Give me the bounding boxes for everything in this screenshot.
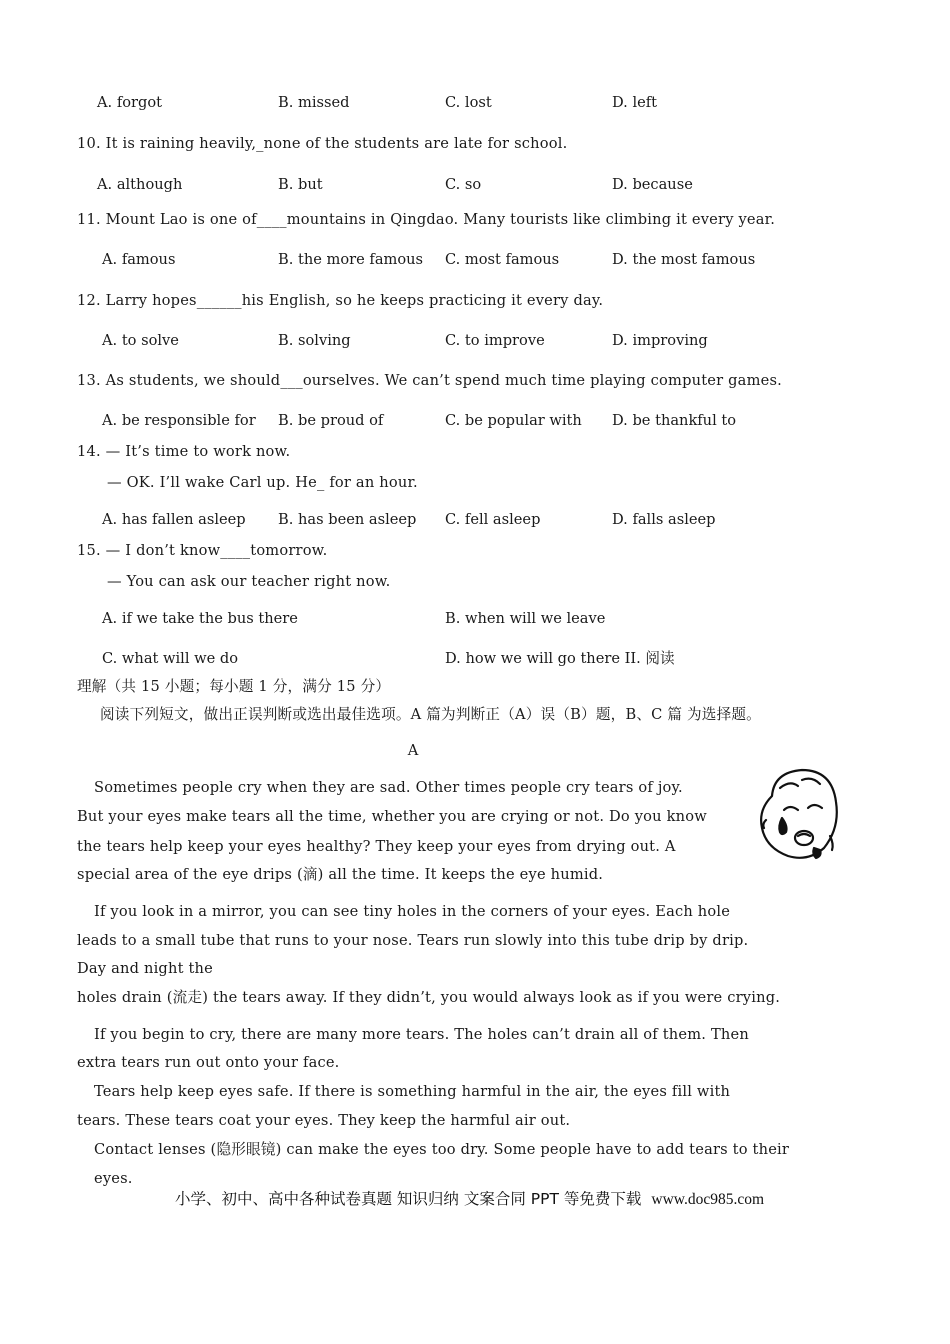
q10-option-d: D. because — [612, 176, 693, 193]
q10-stem: 10. It is raining heavily,_none of the students are late for school. — [77, 135, 568, 152]
q12-option-a: A. to solve — [102, 332, 179, 349]
q12-option-b: B. solving — [278, 332, 351, 349]
q9-option-c: C. lost — [445, 94, 492, 111]
passage-line: the tears help keep your eyes healthy? They keep your eyes from drying out. A — [77, 838, 676, 855]
q11-option-d: D. the most famous — [612, 251, 756, 268]
passage-line: holes drain (流走) the tears away. If they didn’t, you would always look as if you were crying. — [77, 989, 781, 1006]
passage-line: Day and night the — [77, 960, 213, 977]
passage-line: Contact lenses (隐形眼镜) can make the eyes too dry. Some people have to add tears to their — [94, 1141, 790, 1158]
q14-option-c: C. fell asleep — [445, 511, 541, 528]
passage-label: A — [407, 742, 419, 759]
passage-line: leads to a small tube that runs to your nose. Tears run slowly into this tube drip by drip. — [77, 932, 749, 949]
q14-line-2: — OK. I’ll wake Carl up. He_ for an hour. — [107, 474, 418, 491]
crying-face-icon — [752, 766, 844, 868]
passage-line: Sometimes people cry when they are sad. Other times people cry tears of joy. — [94, 779, 683, 796]
q13-option-d: D. be thankful to — [612, 412, 737, 429]
page-footer — [175, 1187, 764, 1209]
passage-line: special area of the eye drips (滴) all the time. It keeps the eye humid. — [77, 866, 604, 883]
q9-option-d: D. left — [612, 94, 658, 111]
q13-option-b: B. be proud of — [278, 412, 384, 429]
q12-option-d: D. improving — [612, 332, 708, 349]
footer-text: 小学、初中、高中各种试卷真题 知识归纳 文案合同 PPT 等免费下载 — [175, 1190, 642, 1208]
q11-stem: 11. Mount Lao is one of____mountains in Qingdao. Many tourists like climbing it every year. — [77, 211, 776, 228]
q12-stem: 12. Larry hopes______his English, so he keeps practicing it every day. — [77, 292, 604, 309]
passage-line: eyes. — [94, 1170, 133, 1187]
q15-option-b: B. when will we leave — [445, 610, 606, 627]
q13-option-c: C. be popular with — [445, 412, 582, 429]
q14-line-1: 14. — It’s time to work now. — [77, 443, 291, 460]
q10-option-a: A. although — [97, 176, 183, 193]
q15-option-c: C. what will we do — [102, 650, 239, 667]
q11-option-b: B. the more famous — [278, 251, 424, 268]
section-instruction: 阅读下列短文，做出正误判断或选出最佳选项。A 篇为判断正（A）误（B）题，B、C 篇 为选择题。 — [100, 706, 761, 723]
passage-line: Tears help keep eyes safe. If there is something harmful in the air, the eyes fill with — [94, 1083, 731, 1100]
section-title: 理解（共 15 小题；每小题 1 分，满分 15 分） — [77, 678, 391, 695]
q11-option-c: C. most famous — [445, 251, 560, 268]
q13-option-a: A. be responsible for — [102, 412, 256, 429]
q10-option-b: B. but — [278, 176, 323, 193]
q15-option-d: D. how we will go there II. 阅读 — [445, 650, 675, 667]
passage-line: If you begin to cry, there are many more tears. The holes can’t drain all of them. Then — [94, 1026, 749, 1043]
q15-option-a: A. if we take the bus there — [102, 610, 298, 627]
footer-url[interactable]: www.doc985.com — [651, 1191, 765, 1208]
passage-line: tears. These tears coat your eyes. They keep the harmful air out. — [77, 1112, 571, 1129]
q12-option-c: C. to improve — [445, 332, 545, 349]
q15-line-1: 15. — I don’t know____tomorrow. — [77, 542, 328, 559]
q14-option-d: D. falls asleep — [612, 511, 716, 528]
q14-option-b: B. has been asleep — [278, 511, 417, 528]
q11-option-a: A. famous — [102, 251, 176, 268]
passage-line: But your eyes make tears all the time, whether you are crying or not. Do you know — [77, 808, 707, 825]
passage-line: If you look in a mirror, you can see tiny holes in the corners of your eyes. Each hole — [94, 903, 731, 920]
q14-option-a: A. has fallen asleep — [102, 511, 246, 528]
passage-line: extra tears run out onto your face. — [77, 1054, 340, 1071]
q9-option-a: A. forgot — [97, 94, 162, 111]
q10-option-c: C. so — [445, 176, 482, 193]
q9-option-b: B. missed — [278, 94, 350, 111]
q15-line-2: — You can ask our teacher right now. — [107, 573, 391, 590]
q13-stem: 13. As students, we should___ourselves. We can’t spend much time playing computer games. — [77, 372, 782, 389]
